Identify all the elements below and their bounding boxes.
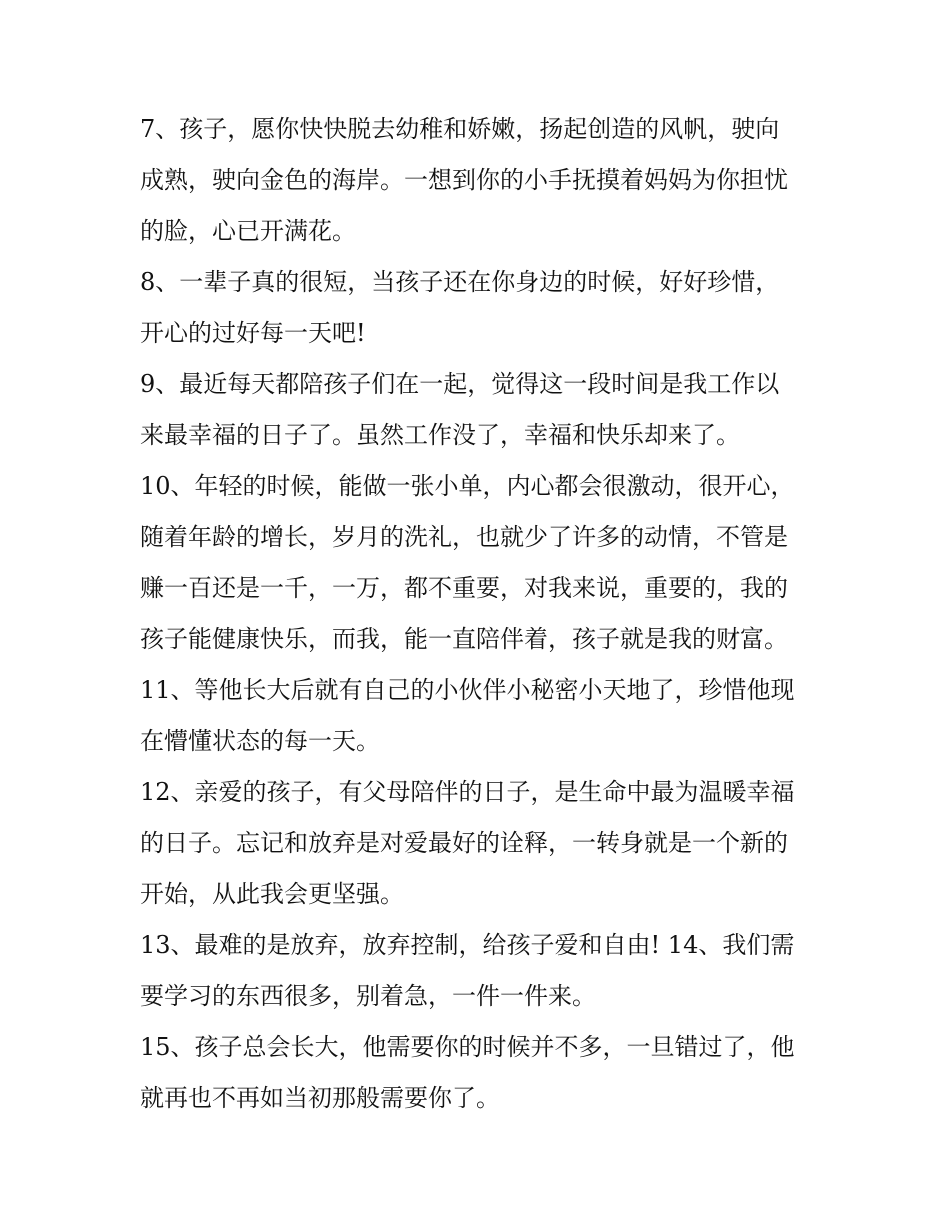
text-line: 随着年龄的增长，岁月的洗礼，也就少了许多的动情，不管是 xyxy=(140,523,788,551)
text-line: 赚一百还是一千，一万，都不重要，对我来说，重要的，我的 xyxy=(140,574,788,602)
text-line: 15、孩子总会长大，他需要你的时候并不多，一旦错过了，他 xyxy=(140,1033,795,1061)
text-line: 的日子。忘记和放弃是对爱最好的诠释，一转身就是一个新的 xyxy=(140,829,788,857)
text-line: 成熟，驶向金色的海岸。一想到你的小手抚摸着妈妈为你担忧 xyxy=(140,166,788,194)
text-line: 9、最近每天都陪孩子们在一起，觉得这一段时间是我工作以 xyxy=(140,370,780,398)
text-line: 来最幸福的日子了。虽然工作没了，幸福和快乐却来了。 xyxy=(140,421,740,449)
text-line: 8、一辈子真的很短，当孩子还在你身边的时候，好好珍惜， xyxy=(140,268,780,296)
text-line: 开心的过好每一天吧! xyxy=(140,319,366,347)
document-body xyxy=(140,104,820,1124)
text-line: 孩子能健康快乐，而我，能一直陪伴着，孩子就是我的财富。 xyxy=(140,625,788,653)
text-line: 就再也不再如当初那般需要你了。 xyxy=(140,1084,500,1112)
text-line: 的脸，心已开满花。 xyxy=(140,217,356,245)
text-line: 要学习的东西很多，别着急，一件一件来。 xyxy=(140,982,596,1010)
text-line: 12、亲爱的孩子，有父母陪伴的日子，是生命中最为温暖幸福 xyxy=(140,778,795,806)
text-line: 在懵懂状态的每一天。 xyxy=(140,727,380,755)
text-line: 10、年轻的时候，能做一张小单，内心都会很激动，很开心， xyxy=(140,472,795,500)
text-line: 13、最难的是放弃，放弃控制，给孩子爱和自由! 14、我们需 xyxy=(140,931,795,959)
text-line: 11、等他长大后就有自己的小伙伴小秘密小天地了，珍惜他现 xyxy=(140,676,795,704)
text-line: 开始，从此我会更坚强。 xyxy=(140,880,404,908)
text-line: 7、孩子，愿你快快脱去幼稚和娇嫩，扬起创造的风帆，驶向 xyxy=(140,115,780,143)
